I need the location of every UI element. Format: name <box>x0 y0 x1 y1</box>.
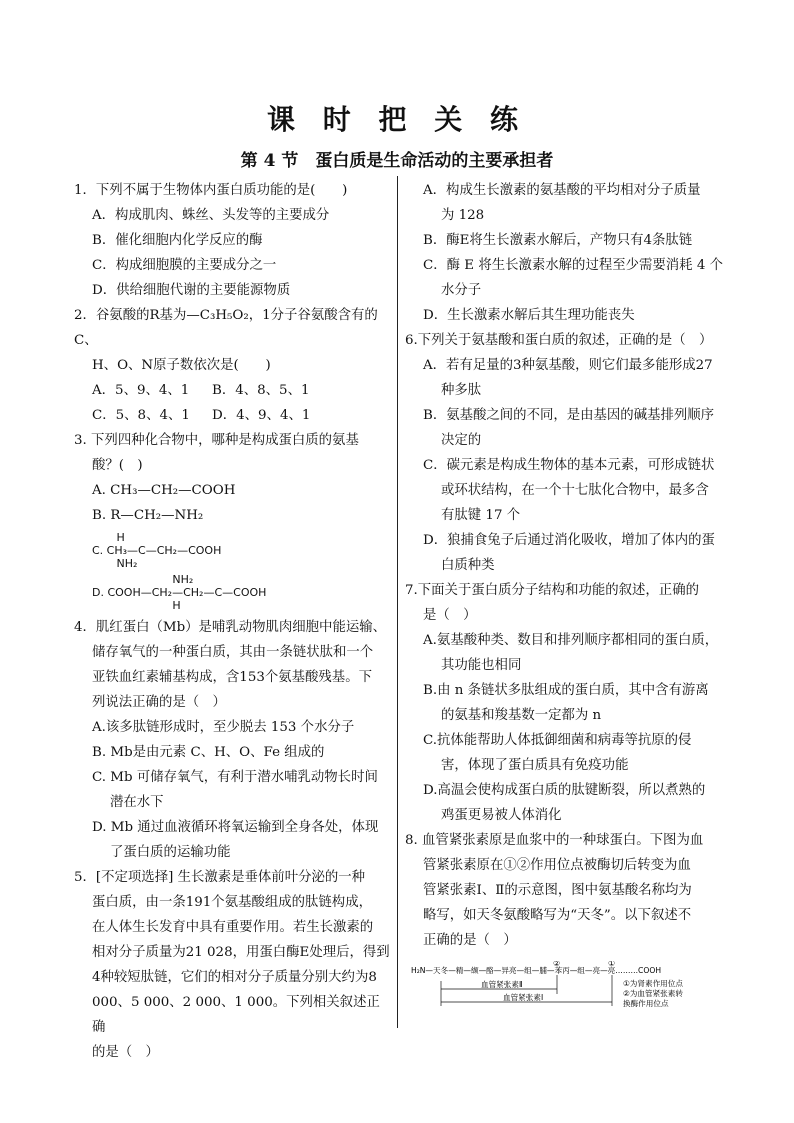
option-b: B. R—CH₂—NH₂ <box>92 508 204 523</box>
question-7 <box>405 578 723 828</box>
option-c: C.抗体能帮助人体抵御细菌和病毒等抗原的侵 <box>423 733 692 748</box>
option-c-cont: 水分子 <box>441 283 482 298</box>
option-c-cont: 或环状结构，在一个十七肽化合物中，最多含 <box>441 483 709 498</box>
option-c-cont: 有肽键 17 个 <box>441 508 521 523</box>
question-stem: 1．下列不属于生物体内蛋白质功能的是( ) <box>74 183 348 198</box>
question-stem-cont: 000、5 000、2 000、1 000。下列相关叙述正确 <box>92 995 380 1035</box>
question-stem: 2．谷氨酸的R基为—C₃H₅O₂，1分子谷氨酸含有的C、 <box>74 308 378 348</box>
section-subtitle: 第 4 节 蛋白质是生命活动的主要承担者 <box>240 151 554 171</box>
right-column <box>405 178 723 1021</box>
question-4 <box>74 615 392 865</box>
question-stem: 7.下面关于蛋白质分子结构和功能的叙述，正确的 <box>405 583 699 598</box>
legend-note-2: ②为血管紧张素转 <box>623 989 683 998</box>
peptide-diagram <box>411 961 723 1021</box>
peptide-chain-text: H₂N—天冬—精—缬—酪—异亮—组—脯—苯丙—组—亮—亮………COOH <box>411 966 662 975</box>
question-stem-cont: 正确的是（ ） <box>423 933 517 948</box>
option-a: A．若有足量的3种氨基酸，则它们最多能形成27 <box>423 358 713 373</box>
option-d: D. Mb 通过血液循环将氧运输到全身各处，体现 <box>92 820 379 835</box>
option-a-cont: 其功能也相同 <box>441 658 522 673</box>
option-c: C．酶 E 将生长激素水解的过程至少需要消耗 4 个 <box>423 258 723 273</box>
question-1 <box>74 178 392 303</box>
option-d-formula: NH₂ D. COOH—CH₂—CH₂—C—COOH H <box>92 573 267 612</box>
option-d-cont: 了蛋白质的运输功能 <box>110 845 231 860</box>
angiotensin-2-label: 血管紧张素Ⅱ <box>481 980 523 989</box>
question-stem: 5．[不定项选择] 生长激素是垂体前叶分泌的一种 <box>74 870 366 885</box>
question-2 <box>74 303 392 428</box>
option-d: D．狼捕食兔子后通过消化吸收，增加了体内的蛋 <box>423 533 715 548</box>
option-b-cont: 的氨基和羧基数一定都为 n <box>441 708 602 723</box>
option-c-formula: H C. CH₃—C—CH₂—COOH NH₂ <box>92 531 222 570</box>
cleavage-site-2: ② <box>553 961 561 968</box>
option-c: C. Mb 可储存氧气，有利于潜水哺乳动物长时间 <box>92 770 378 785</box>
option-a-cont: 为 128 <box>441 208 485 223</box>
option-a: A.氨基酸种类、数目和排列顺序都相同的蛋白质， <box>423 633 719 648</box>
question-stem-cont: 4种较短肽链，它们的相对分子质量分别大约为8 <box>92 970 377 985</box>
option-c: C．5、8、4、1 <box>92 408 190 423</box>
option-c: C．碳元素是构成生物体的基本元素，可形成链状 <box>423 458 715 473</box>
option-a: A．构成肌肉、蛛丝、头发等的主要成分 <box>92 208 330 223</box>
question-stem: 6.下列关于氨基酸和蛋白质的叙述，正确的是（ ） <box>405 333 713 348</box>
option-d-cont: 白质种类 <box>441 558 495 573</box>
option-c-cont: 潜在水下 <box>110 795 164 810</box>
question-stem-cont: 列说法正确的是（ ） <box>92 695 226 710</box>
question-stem-cont: 管紧张素原在①②作用位点被酶切后转变为血 <box>423 858 691 873</box>
question-3 <box>74 428 392 612</box>
option-a: A．构成生长激素的氨基酸的平均相对分子质量 <box>423 183 701 198</box>
question-8 <box>405 828 723 1021</box>
option-a: A.该多肽链形成时，至少脱去 153 个水分子 <box>92 720 355 735</box>
option-a: A．5、9、4、1 <box>92 383 190 398</box>
column-divider <box>397 176 398 1028</box>
question-stem-cont: 蛋白质，由一条191个氨基酸组成的肽链构成， <box>92 895 372 910</box>
left-column <box>74 178 392 1065</box>
option-d: D．4、9、4、1 <box>212 408 311 423</box>
option-d: D.高温会使构成蛋白质的肽键断裂，所以煮熟的 <box>423 783 706 798</box>
question-6 <box>405 328 723 578</box>
question-stem: 3. 下列四种化合物中，哪种是构成蛋白质的氨基 <box>74 433 359 448</box>
angiotensin-1-label: 血管紧张素Ⅰ <box>503 993 544 1002</box>
option-b: B．酶E将生长激素水解后，产物只有4条肽链 <box>423 233 693 248</box>
question-stem-cont: 管紧张素Ⅰ、Ⅱ的示意图，图中氨基酸名称均为 <box>423 883 692 898</box>
question-5 <box>74 865 392 1065</box>
option-c: C．构成细胞膜的主要成分之一 <box>92 258 277 273</box>
peptide-diagram-svg <box>411 961 721 1021</box>
question-stem-cont: H、O、N原子数依次是( ) <box>92 358 271 373</box>
question-stem: 8. 血管紧张素原是血浆中的一种球蛋白。下图为血 <box>405 833 704 848</box>
option-b: B．催化细胞内化学反应的酶 <box>92 233 263 248</box>
question-5-options <box>405 178 723 328</box>
option-b: B. Mb是由元素 C、H、O、Fe 组成的 <box>92 745 325 760</box>
option-b: B.由 n 条链状多肽组成的蛋白质，其中含有游离 <box>423 683 709 698</box>
option-b-cont: 决定的 <box>441 433 482 448</box>
question-stem: 4．肌红蛋白（Mb）是哺乳动物肌肉细胞中能运输、 <box>74 620 387 635</box>
option-d-cont: 鸡蛋更易被人体消化 <box>441 808 562 823</box>
question-stem-cont: 酸？( ) <box>92 458 143 473</box>
question-stem-cont: 的是（ ） <box>92 1045 159 1060</box>
option-c-cont: 害，体现了蛋白质具有免疫功能 <box>441 758 629 773</box>
question-stem-cont: 在人体生长发育中具有重要作用。若生长激素的 <box>92 920 374 935</box>
legend-note-1: ①为肾素作用位点 <box>623 979 683 988</box>
question-stem-cont: 是（ ） <box>423 608 477 623</box>
question-stem-cont: 亚铁血红素辅基构成，含153个氨基酸残基。下 <box>92 670 372 685</box>
option-d: D．供给细胞代谢的主要能源物质 <box>92 283 291 298</box>
option-a: A. CH₃—CH₂—COOH <box>92 483 236 498</box>
option-b: B．4、8、5、1 <box>212 383 310 398</box>
option-a-cont: 种多肽 <box>441 383 482 398</box>
question-stem-cont: 储存氧气的一种蛋白质，其由一条链状肽和一个 <box>92 645 374 660</box>
cleavage-site-1: ① <box>608 961 616 968</box>
legend-note-3: 换酶作用位点 <box>623 999 669 1008</box>
page-title: 课 时 把 关 练 <box>267 103 527 136</box>
option-b: B．氨基酸之间的不同，是由基因的碱基排列顺序 <box>423 408 715 423</box>
question-stem-cont: 相对分子质量为21 028，用蛋白酶E处理后，得到 <box>92 945 390 960</box>
option-d: D．生长激素水解后其生理功能丧失 <box>423 308 635 323</box>
question-stem-cont: 略写，如天冬氨酸略写为“天冬”。以下叙述不 <box>423 908 692 923</box>
